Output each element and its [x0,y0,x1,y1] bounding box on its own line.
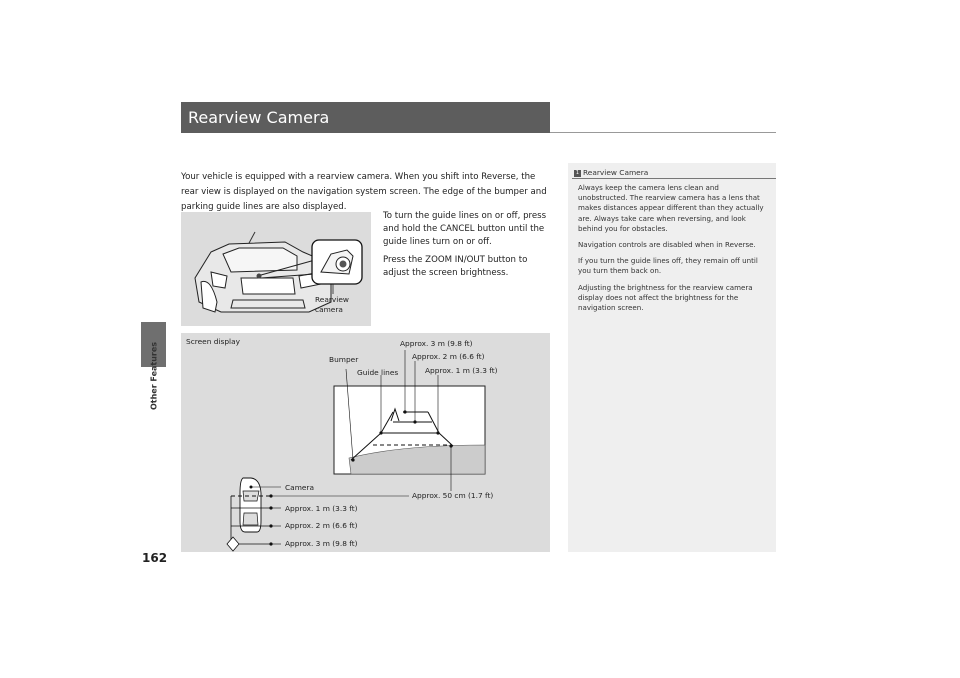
approx-50cm-label: Approx. 50 cm (1.7 ft) [412,491,494,500]
section-side-label [140,340,168,420]
note-paragraph: Navigation controls are disabled when in Reverse. [578,240,756,250]
side-note [568,163,776,552]
section-label: Other Features [149,341,159,411]
guide-lines-label: Guide lines [357,368,399,377]
car-rear-figure [181,212,371,326]
screen-display-caption: Screen display [186,337,241,346]
rearview-camera-label [315,295,349,315]
title-rule [550,132,776,133]
note-marker: 1 [575,170,580,176]
note-paragraph: Always keep the camera lens clean and unobstructed. The rearview camera has a lens that makes distances appear different than they actually are. Always take care when reversing, and look behind you for obstacles. [578,183,764,233]
approx-3m-screen-label: Approx. 3 m (9.8 ft) [400,339,473,348]
instruction-brightness: Press the ZOOM IN/OUT button to adjust the screen brightness. [383,255,528,278]
note-rule [572,178,776,179]
approx-2m-car-label: Approx. 2 m (6.6 ft) [285,521,358,530]
page-title: Rearview Camera [188,108,330,127]
instruction-guide-lines: To turn the guide lines on or off, press and hold the CANCEL button until the guide lines turn on or off. [383,211,547,247]
note-heading-text: Rearview Camera [583,168,649,177]
page-number: 162 [142,551,168,565]
rearview-camera-label-line2: camera [315,305,343,314]
screen-display-figure [181,333,550,552]
bumper-label: Bumper [329,355,359,364]
note-heading [574,168,648,177]
rearview-camera-label-line1: Rearview [315,295,349,304]
approx-2m-screen-label: Approx. 2 m (6.6 ft) [412,352,485,361]
camera-label: Camera [285,483,315,492]
approx-1m-screen-label: Approx. 1 m (3.3 ft) [425,366,498,375]
intro-paragraph: Your vehicle is equipped with a rearview camera. When you shift into Reverse, the rear view is displayed on the navigation system screen. The edge of the bumper and parking guide lines are also displayed. [181,172,547,212]
screen-display-diagram [181,333,550,552]
instructions [383,210,553,285]
note-body [578,183,770,319]
approx-3m-car-label: Approx. 3 m (9.8 ft) [285,539,358,548]
page-title-bar [181,102,550,133]
note-paragraph: If you turn the guide lines off, they remain off until you turn them back on. [578,256,758,276]
note-paragraph: Adjusting the brightness for the rearview camera display does not affect the brightness for the navigation screen. [578,282,753,313]
approx-1m-car-label: Approx. 1 m (3.3 ft) [285,504,358,513]
